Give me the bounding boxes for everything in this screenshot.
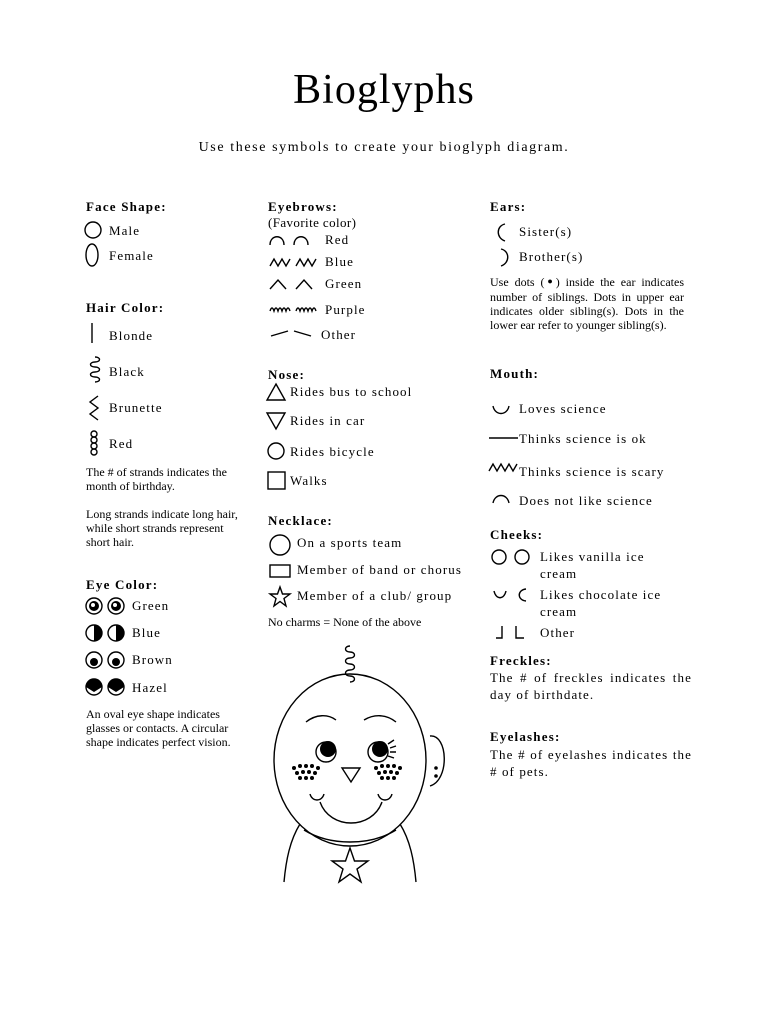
necklace-sports-label: On a sports team [297,535,403,550]
straight-hair-icon [86,321,98,347]
zigzag-eyebrows-icon [268,254,322,270]
necklace-heading: Necklace: [268,513,333,528]
hair-strands-note: The # of strands indicates the month of birthday. [86,465,227,493]
eyebrows-other-label: Other [321,327,357,342]
ears-sister-label: Sister(s) [519,224,573,239]
oval-face-icon [85,243,101,269]
eyelashes-icon [388,740,396,758]
zigzag-mouth-icon [488,460,520,476]
triangle-up-icon [266,382,288,402]
triangle-down-icon [266,411,288,431]
hazel-eyes-icon [85,678,129,698]
nose-heading: Nose: [268,367,306,382]
circle-face-icon [84,221,104,241]
square-nose-icon [266,470,288,492]
mouth-scary-label: Thinks science is scary [519,464,665,479]
arch-eyebrows-icon [268,232,318,248]
shoulders-icon [284,824,300,882]
example-bioglyph-drawing [270,640,470,900]
eyelashes-text: The # of eyelashes indicates the # of pets. [490,747,692,779]
cheeks-heading: Cheeks: [490,527,544,542]
cheeks-vanilla-label: Likes vanilla ice cream [540,549,645,581]
mouth-dislike-label: Does not like science [519,493,653,508]
face-shape-female-label: Female [109,248,154,263]
brown-eyes-icon [85,651,129,671]
straight-mouth-icon [488,432,520,444]
star-charm-icon [268,585,294,609]
circle-cheeks-icon [490,548,534,566]
eyebrows-green-label: Green [325,276,363,291]
zigzag-hair-icon [86,394,104,424]
eye-color-heading: Eye Color: [86,577,159,592]
smile-icon [490,402,514,418]
eye-color-hazel-label: Hazel [132,680,168,695]
face-shape-heading: Face Shape: [86,199,167,214]
nose-bicycle-label: Rides bicycle [290,444,375,459]
ears-dots-note: Use dots (●) inside the ear indicates number of siblings. Dots in upper ear indicates older sibling(s). Dots in the lower ear refer to younger sibling(s). [490,275,685,332]
cheeks-chocolate-label: Likes chocolate ice cream [540,587,662,619]
hair-color-brunette-label: Brunette [109,400,163,415]
smile-mouth-icon [320,802,382,823]
eye-shape-note: An oval eye shape indicates glasses or contacts. A circular shape indicates perfect vision. [86,707,231,749]
curly-hair-strand-icon [346,646,355,682]
rectangle-charm-icon [268,562,294,580]
nose-car-label: Rides in car [290,413,366,428]
freckles-heading: Freckles: [490,653,552,668]
nose-bus-label: Rides bus to school [290,384,413,399]
left-cheek-icon [310,794,324,800]
freckles-text: The # of freckles indicates the day of birthdate. [490,670,692,702]
eye-color-blue-label: Blue [132,625,161,640]
loop-hair-icon [86,430,104,458]
eyebrows-heading: Eyebrows: [268,199,338,214]
hair-color-black-label: Black [109,364,145,379]
necklace-band-label: Member of band or chorus [297,562,463,577]
ears-heading: Ears: [490,199,527,214]
eye-color-brown-label: Brown [132,652,173,667]
eyebrows-blue-label: Blue [325,254,354,269]
necklace-note: No charms = None of the above [268,615,422,629]
hair-color-blonde-label: Blonde [109,328,154,343]
nose-walks-label: Walks [290,473,328,488]
right-cheek-icon [378,794,392,800]
head-icon [274,674,426,846]
hair-color-heading: Hair Color: [86,300,165,315]
star-necklace-icon [332,848,368,882]
blue-eyes-icon [85,624,129,644]
green-eyes-icon [85,597,129,617]
left-ear-icon [494,222,508,244]
ear-icon [430,736,444,786]
angle-cheeks-icon [494,624,530,642]
necklace-club-label: Member of a club/ group [297,588,453,603]
left-eye-icon [320,741,336,757]
crescent-cheeks-icon [490,586,534,604]
right-eyebrow-icon [364,716,396,722]
cheeks-other-label: Other [540,625,576,640]
frown-icon [490,490,514,506]
page-subtitle: Use these symbols to create your bioglyph diagram. [198,140,570,155]
circle-charm-icon [268,533,294,559]
eyebrows-red-label: Red [325,232,350,247]
circle-nose-icon [266,441,288,463]
curly-hair-icon [86,355,104,385]
peak-eyebrows-icon [268,276,322,292]
freckles-icon [292,764,402,780]
nose-icon [342,768,360,782]
left-eyebrow-icon [306,716,336,722]
right-ear-icon [498,247,512,269]
mouth-heading: Mouth: [490,366,540,381]
eye-color-green-label: Green [132,598,170,613]
hair-length-note: Long strands indicate long hair, while short strands represent short hair. [86,507,238,549]
eyebrows-subheading: (Favorite color) [268,215,357,230]
mouth-ok-label: Thinks science is ok [519,431,647,446]
hair-color-red-label: Red [109,436,134,451]
face-shape-male-label: Male [109,223,141,238]
page-title: Bioglyphs [293,67,475,113]
slant-eyebrows-icon [268,326,318,340]
ears-brother-label: Brother(s) [519,249,584,264]
eyebrows-purple-label: Purple [325,302,366,317]
mouth-loves-label: Loves science [519,401,607,416]
eyelashes-heading: Eyelashes: [490,729,561,744]
right-eye-icon [372,741,388,757]
wavy-eyebrows-icon [268,302,322,316]
